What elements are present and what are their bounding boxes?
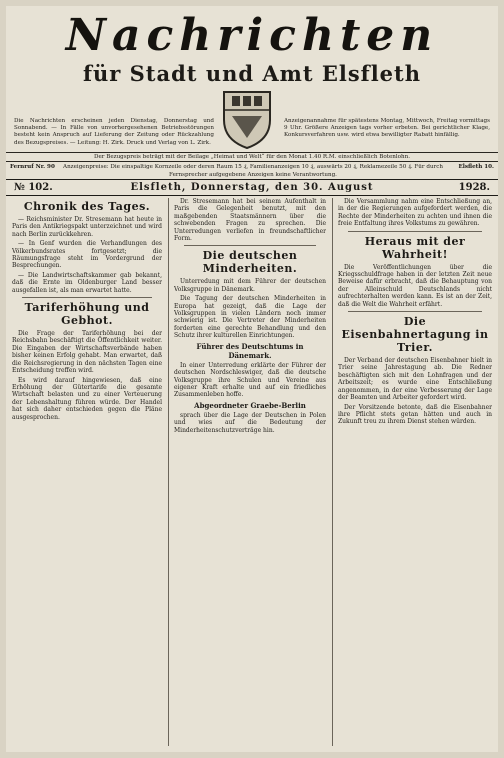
dateline [6,179,498,196]
article-paragraph: Der Verband der deutschen Eisenbahner hielt in Trier seine Jahrestagung ab. Die Redner beschäftigten sich mit den Lohnfragen und der Arbeitszeit; es wurde eine Entschließung angenommen, in der eine Verbesserung der Lage der Beamten und Arbeiter gefordert wird. [338,357,492,402]
article-paragraph: Unterredung mit dem Führer der deutschen Volksgruppe in Dänemark. [174,278,326,293]
publication-info: Die Nachrichten erscheinen jeden Dienstag, Donnerstag und Sonnabend. — In Fälle von unvorhergesehenen Betriebsstörungen besteht kein Anspruch auf Lieferung der Zeitung oder Rückzahlung des Bezugspreises. — Leitung: H. Zirk. Druck und Verlag von L. Zirk. [14,118,214,146]
article-separator [348,231,482,232]
subscription-price: Der Bezugspreis beträgt mit der Beilage „Heimat und Welt“ für den Monat 1.40 R.M. einschließlich Botenlohn. [6,152,498,162]
article-paragraph: In einer Unterredung erklärte der Führer der deutschen Nordschleswiger, daß die deutsche Volksgruppe ihre Schulen und Vereine aus eigener Kraft erhalte und auf ein friedliches Zusammenleben hoffe. [174,361,326,399]
article-paragraph: Der Vorsitzende betonte, daß die Eisenbahner ihre Pflicht stets getan hätten und auch in Zukunft treu zu ihrem Dienst stehen würden. [338,403,492,426]
article-paragraph: Die Veröffentlichungen über die Kriegsschuldfrage haben in der letzten Zeit neue Beweise dafür erbracht, daß die Behauptung von der Alleinschuld Deutschlands nicht aufrechterhalten werden kann. Es ist an der Zeit, daß die Welt die Wahrheit erfährt. [338,263,492,308]
column-1 [12,198,162,746]
article-paragraph: Die Tagung der deutschen Minderheiten in Europa hat gezeigt, daß die Lage der Volksgruppen in vielen Ländern noch immer schwierig ist. Die Vertreter der Minderheiten forderten eine gerechte Behandlung und den Schutz ihrer kulturellen Einrichtungen. [174,295,326,340]
article-separator [22,297,152,298]
newspaper-page [6,6,498,752]
town-number: Elsfleth 10. [458,164,494,170]
article-heading: Heraus mit der Wahrheit! [364,234,466,261]
article-subheading: Abgeordneter Graebe-Berlin [194,400,306,410]
article-paragraph: Dr. Stresemann hat bei seinem Aufenthalt in Paris die Gelegenheit benutzt, mit den maßgebenden Staatsmännern über die schwebenden Fragen zu sprechen. Die Unterredungen verliefen in freundschaftlicher Form. [174,198,326,243]
ad-price-strip [6,161,498,180]
column-divider [168,198,169,746]
article-paragraph: Die Frage der Tariferhöhung bei der Reichsbahn beschäftigt die Öffentlichkeit weiter. Die Eingaben der Wirtschaftsverbände haben bisher keinen Erfolg gehabt. Man erwartet, daß die Reichsregierung in den nächsten Tagen eine Entscheidung treffen wird. [12,330,162,375]
column-3 [338,198,492,746]
article-separator [184,245,316,246]
issue-date: Elsfleth, Donnerstag, den 30. August [130,182,374,193]
column-2 [174,198,326,746]
advertising-info: Anzeigenannahme für spätestens Montag, Mittwoch, Freitag vormittags 9 Uhr. Größere Anzeigen tags vorher erbeten. Bei gerichtlicher Klage, Konkursverfahren usw. wird etwa bewilligter Rabatt hinfällig. [284,118,490,139]
article-separator [348,311,482,312]
issue-number: № 102. [14,182,53,193]
coat-of-arms-icon [218,86,276,150]
article-paragraph: Die Versammlung nahm eine Entschließung an, in der die Regierungen aufgefordert werden, die Rechte der Minderheiten zu achten und ihnen die freie Entfaltung ihres Volkstums zu gewähren. [338,198,492,228]
column-divider [332,198,333,746]
article-paragraph: — In Genf wurden die Verhandlungen des Völkerbundsrates fortgesetzt; die Räumungsfrage steht im Vordergrund der Besprechungen. [12,240,162,270]
article-paragraph: Es wird darauf hingewiesen, daß eine Erhöhung der Gütertarife die gesamte Wirtschaft belasten und zu einer Verteuerung der Lebenshaltung führen würde. Der Handel hat sich daher entschieden gegen die Pläne ausgesprochen. [12,376,162,421]
article-heading: Die Eisenbahnertagung in Trier. [341,315,489,355]
issue-year: 1928. [458,182,490,193]
ad-prices: Anzeigenpreise: Die einspaltige Kornzeile oder deren Raum 15 ₰, Familienanzeigen 10 ₰, auswärts 20 ₰, Reklamezeile 50 ₰. Für durch Fernsprecher aufgegebene Anzeigen keine Verantwortung. [63,164,443,178]
article-subheading: Führer des Deutschtums in Dänemark. [196,341,304,360]
phone-number: Fernruf Nr. 90 [10,164,55,170]
newspaper-subtitle: für Stadt und Amt Elsfleth [82,61,422,86]
article-heading: Chronik des Tages. [23,200,151,213]
article-paragraph: — Die Landwirtschaftskammer gab bekannt, daß die Ernte im Oldenburger Land besser ausgefallen ist, als man erwartet hatte. [12,271,162,294]
article-paragraph: — Reichsminister Dr. Stresemann hat heute in Paris den Antikriegspakt unterzeichnet und wird nach Berlin zurückkehren. [12,216,162,238]
newspaper-title: Nachrichten [65,10,439,61]
article-paragraph: sprach über die Lage der Deutschen in Polen und wies auf die Bedeutung der Minderheitenschutzverträge hin. [174,411,326,434]
article-heading: Tariferhöhung und Gebhot. [24,301,150,328]
article-heading: Die deutschen Minderheiten. [202,249,298,276]
